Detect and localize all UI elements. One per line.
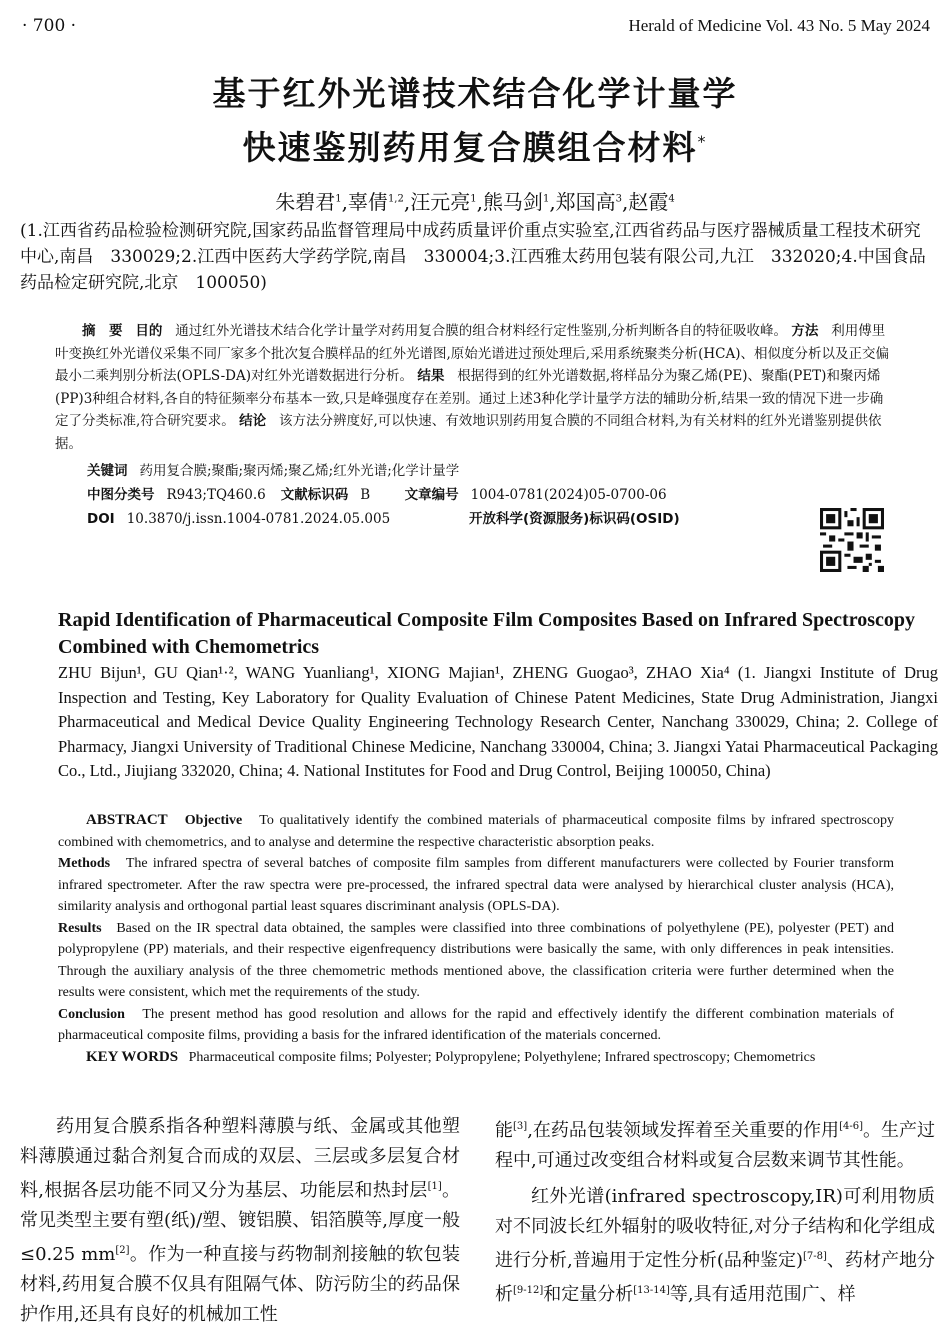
keywords-value: 药用复合膜;聚酯;聚丙烯;聚乙烯;红外光谱;化学计量学 [139, 463, 460, 479]
abstract-cn [55, 320, 895, 531]
en-keywords-para [58, 1047, 894, 1069]
affiliations: (1.江西省药品检验检测研究院,国家药品监督管理局中成药质量评价重点实验室,江西省药品与医疗器械质量工程技术研究中心,南昌 330029;2.江西中医药大学药学院,南昌 330004;3.江西雅太药用包装有限公司,九江 332020;4.中国食品药品检定研究院,北京 100050) [20, 221, 926, 293]
qr-code-icon[interactable] [820, 508, 884, 572]
en-objective-para [58, 810, 894, 853]
author-sup: 3 [615, 193, 623, 205]
body-column-left [20, 1112, 460, 1330]
en-objective-label: Objective [184, 813, 243, 828]
osid-label: 开放科学(资源服务)标识码(OSID) [469, 511, 680, 527]
author-sup: 1,2 [387, 193, 404, 205]
body-text: 能 [495, 1120, 514, 1141]
clc-value: R943;TQ460.6 [166, 487, 266, 503]
doc-code-value: B [360, 487, 371, 503]
journal-header: Herald of Medicine Vol. 43 No. 5 May 2024 [628, 16, 930, 35]
body-paragraph [495, 1182, 935, 1310]
classification-row [87, 483, 895, 507]
article-no-value: 1004-0781(2024)05-0700-06 [470, 487, 667, 503]
body-text: 等,具有适用范围广、样 [669, 1284, 856, 1305]
en-methods-text: The infrared spectra of several batches of composite film samples from different manufacturers were collected by Fourier transform infrared spectrometer. After the raw spectra were pre-processed, the infrared spectral data were analysed by hierarchical cluster analysis (HCA), similarity analysis and orthogonal partial least squares discriminant analysis (OPLS-DA). [58, 856, 894, 914]
doi-row [87, 507, 895, 531]
results-text: 根据得到的红外光谱数据,将样品分为聚乙烯(PE)、聚酯(PET)和聚丙烯(PP)3种组合材料,各自的特征频率分布基本一致,只是峰强度存在差别。通过上述3种化学计量学方法的辅助分析,结果一致的情况下进一步确定了分类标准,符合研究要求。 [55, 368, 884, 429]
citation[interactable]: [9-12] [513, 1285, 544, 1296]
author-sup: 1 [542, 193, 550, 205]
title-line-2-text: 快速鉴别药用复合膜组合材料 [242, 128, 698, 167]
methods-text: 利用傅里叶变换红外光谱仪采集不同厂家多个批次复合膜样品的红外光谱图,原始光谱进过预处理后,采用系统聚类分析(HCA)、相似度分析以及正交偏最小二乘判别分析法(OPLS-DA)对红外光谱数据进行分析。 [55, 323, 889, 384]
en-methods-label: Methods [58, 856, 111, 871]
clc-label: 中图分类号 [87, 487, 155, 503]
en-objective-text: To qualitatively identify the combined materials of pharmaceutical composite films by infrared spectroscopy combined with chemometrics, and to analyse and determine the respective characteristic absorption peaks. [58, 813, 894, 850]
en-conclusion-label: Conclusion [58, 1006, 125, 1022]
english-abstract [58, 810, 894, 1068]
en-keywords-label: KEY WORDS [86, 1048, 179, 1065]
author: 熊马剑 [482, 190, 543, 214]
author: 辜倩 [347, 190, 388, 214]
en-results-para [58, 918, 894, 1004]
doc-code-label: 文献标识码 [280, 487, 349, 503]
citation[interactable]: [4-6] [839, 1121, 863, 1132]
citation[interactable]: [7-8] [803, 1251, 827, 1262]
en-methods-para [58, 853, 894, 918]
en-conclusion-text: The present method has good resolution and allows for the rapid and effectively identify the different combination materials of pharmaceutical composite films, providing a basis for the infrared identification of the materials concerned. [58, 1006, 894, 1043]
author-sup: 1 [335, 193, 342, 205]
title-footnote-mark: * [697, 132, 708, 151]
en-results-text: Based on the IR spectral data obtained, the samples were classified into three combinations of polyethylene (PE), polyester (PET) and polypropylene (PP) materials, and their respective eigenfrequency distributions were basically the same, with only differences in peak intensities. Through the auxiliary analysis of the three chemometric methods mentioned above, the classification criteria were further determined when the results were consistent, which met the requirements of the study. [58, 920, 894, 1000]
body-text: 、药材产地分析 [495, 1250, 936, 1305]
citation[interactable]: [2] [115, 1245, 130, 1256]
doi-value[interactable]: 10.3870/j.issn.1004-0781.2024.05.005 [126, 511, 391, 527]
body-text: 和定量分析 [543, 1284, 634, 1305]
body-paragraph [495, 1112, 935, 1176]
en-results-label: Results [58, 920, 102, 936]
body-text: 。常见类型主要有塑(纸)/塑、镀铝膜、铝箔膜等,厚度一般≤0.25 mm [20, 1180, 460, 1265]
conclusion-label: 结论 [239, 413, 267, 429]
author-list: 朱碧君$^1$,辜倩$^{1,2}$,汪元亮$^1$,熊马剑$^1$,郑国高$^3$,赵霞$^4$ [275, 190, 675, 214]
title-line-2 [0, 122, 950, 169]
english-title: Rapid Identification of Pharmaceutical Composite Film Composites Based on Infrared Spectroscopy Combined with Chemometrics [58, 609, 916, 658]
citation[interactable]: [1] [427, 1181, 442, 1192]
author: 汪元亮 [410, 190, 471, 214]
doi-label: DOI [87, 511, 115, 527]
article-no-label: 文章编号 [404, 487, 459, 503]
body-text: 药用复合膜系指各种塑料薄膜与纸、金属或其他塑料薄膜通过黏合剂复合而成的双层、三层或多层复合材料,根据各层功能不同又分为基层、功能层和热封层 [20, 1116, 460, 1201]
en-abstract-label: ABSTRACT [86, 812, 168, 828]
author: 郑国高 [555, 190, 616, 214]
author-sup: 1 [470, 193, 477, 205]
body-text: 。作为一种直接与药物制剂接触的软包装材料,药用复合膜不仅具有阻隔气体、防污防尘的药品保护作用,还具有良好的机械加工性 [20, 1244, 460, 1325]
body-text: 。生产过程中,可通过改变组合材料或复合层数来调节其性能。 [495, 1120, 936, 1171]
abstract-cn-text [55, 320, 895, 455]
author: 朱碧君 [275, 190, 336, 214]
keywords-label: 关键词 [87, 463, 128, 479]
body-text: ,在药品包装领域发挥着至关重要的作用 [527, 1120, 840, 1141]
citation[interactable]: [3] [513, 1121, 528, 1132]
objective-text: 通过红外光谱技术结合化学计量学对药用复合膜的组合材料经行定性鉴别,分析判断各自的特征吸收峰。 [175, 323, 788, 339]
body-text: 红外光谱(infrared spectroscopy,IR)可利用物质对不同波长红外辐射的吸收特征,对分子结构和化学组成进行分析,普遍用于定性分析(品种鉴定) [495, 1186, 935, 1271]
methods-label: 方法 [791, 323, 819, 339]
article-meta [55, 459, 895, 531]
en-keywords-text: Pharmaceutical composite films; Polyester; Polypropylene; Polyethylene; Infrared spectroscopy; Chemometrics [188, 1049, 816, 1065]
author-sup: 4 [668, 193, 675, 205]
citation[interactable]: [13-14] [633, 1285, 670, 1296]
body-column-right [495, 1112, 935, 1310]
author: 赵霞 [628, 190, 669, 214]
page-number: · 700 · [22, 16, 77, 36]
en-conclusion-para [58, 1004, 894, 1047]
english-authors: ZHU Bijun¹, GU Qian¹·², WANG Yuanliang¹, XIONG Majian¹, ZHENG Guogao³, ZHAO Xia⁴ (1. Jiangxi Institute of Drug Inspection and Testing, Key Laboratory for Quality Evaluation of Chinese Patent Medicines, State Drug Administration, Jiangxi Pharmaceutical and Medical Device Quality Engineering Technology Research Center, Nanchang 330029, China; 2. College of Pharmacy, Jiangxi University of Traditional Chinese Medicine, Nanchang 330004, China; 3. Jiangxi Yatai Pharmaceutical Packaging Co., Ltd., Jiujiang 332020, China; 4. National Institutes for Food and Drug Control, Beijing 100050, China) [58, 663, 938, 780]
conclusion-text: 该方法分辨度好,可以快速、有效地识别药用复合膜的不同组合材料,为有关材料的红外光谱鉴别提供依据。 [55, 413, 882, 452]
results-label: 结果 [417, 368, 445, 384]
abstract-label: 摘 要 [82, 323, 123, 339]
objective-label: 目的 [135, 323, 163, 339]
keywords-row [87, 459, 895, 483]
title-line-1: 基于红外光谱技术结合化学计量学 [212, 74, 738, 113]
